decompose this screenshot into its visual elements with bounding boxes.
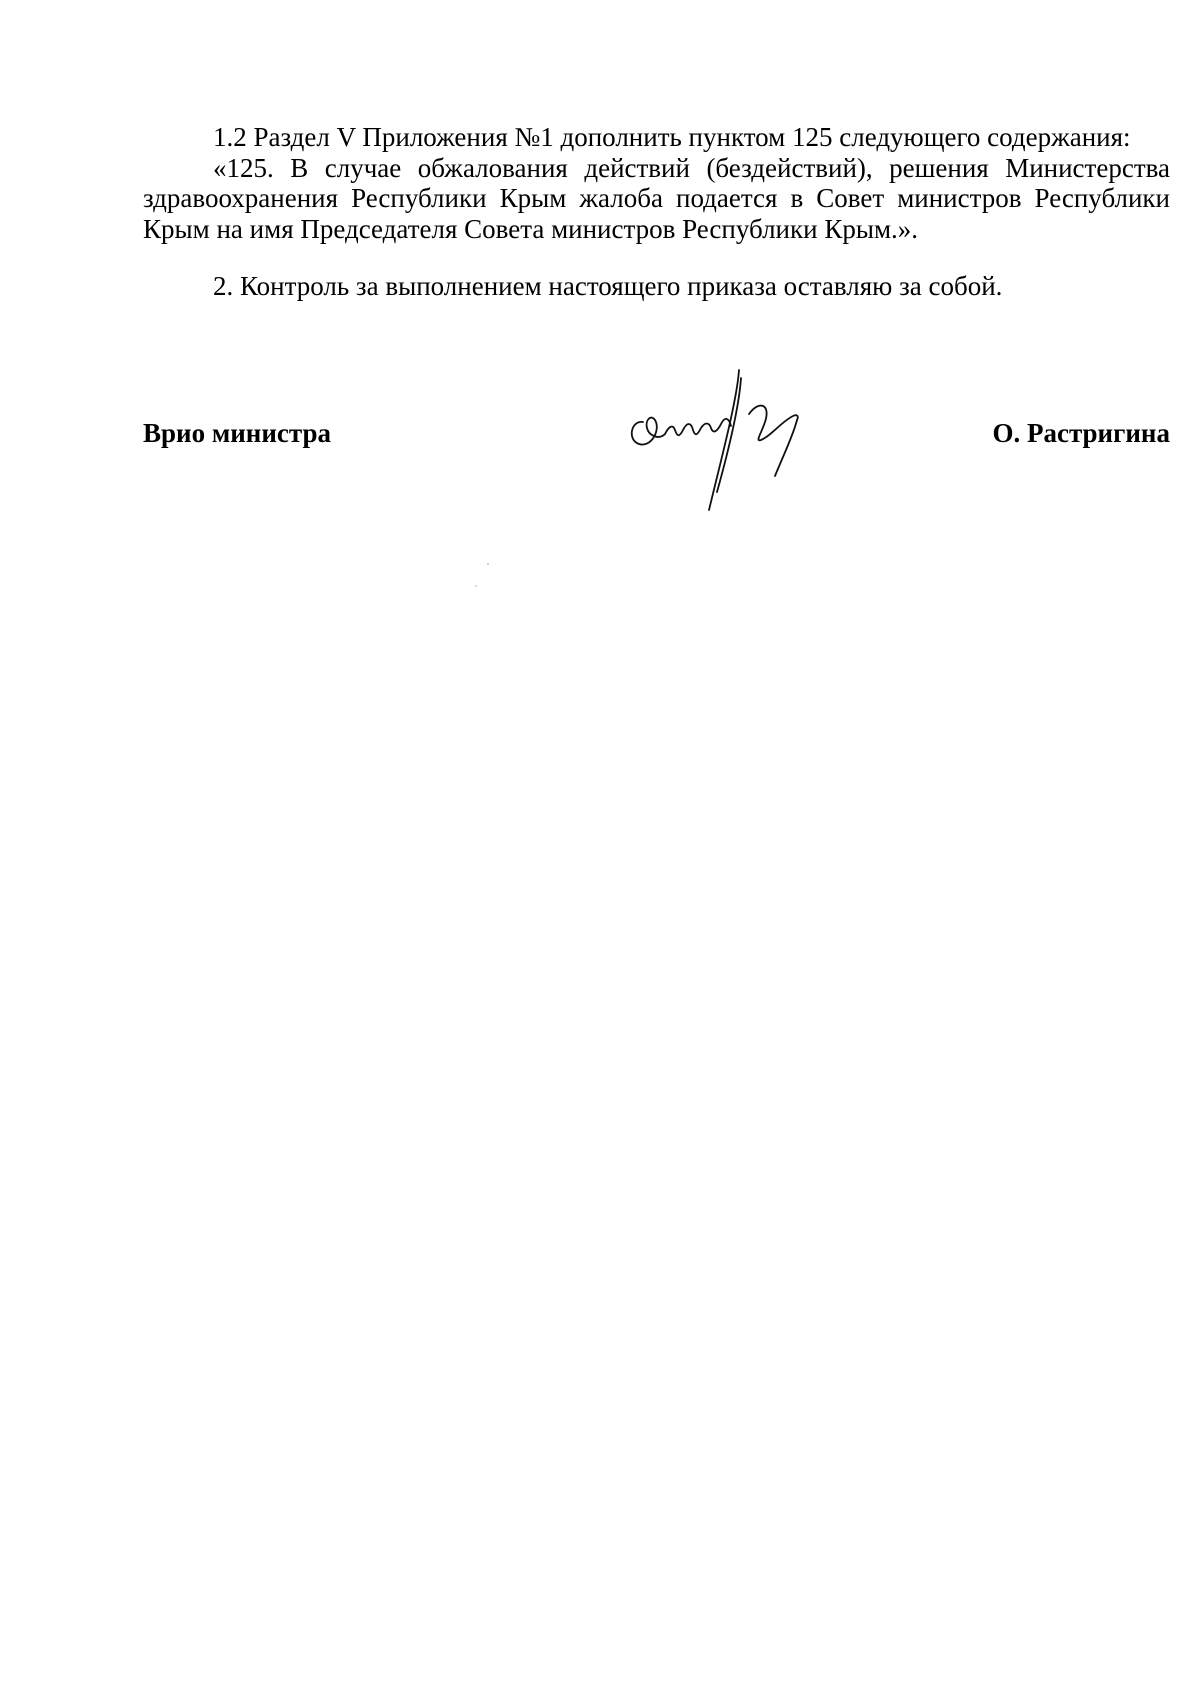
signature-block — [143, 360, 1170, 520]
handwritten-signature — [621, 360, 851, 520]
document-body — [143, 122, 1170, 302]
paragraph-125-quote: «125. В случае обжалования действий (бездействий), решения Министерства здравоохранения Республики Крым жалоба подается в Совет министров Республики Крым на имя Председателя Совета министров Республики Крым.». — [143, 152, 1170, 244]
signatory-position: Врио министра — [143, 418, 331, 448]
paragraph-1-2: 1.2 Раздел V Приложения №1 дополнить пунктом 125 следующего содержания: — [213, 122, 1131, 152]
scan-specks — [470, 560, 530, 600]
paragraph-control: 2. Контроль за выполнением настоящего приказа оставляю за собой. — [213, 271, 1003, 301]
signatory-name: О. Растригина — [992, 418, 1170, 448]
